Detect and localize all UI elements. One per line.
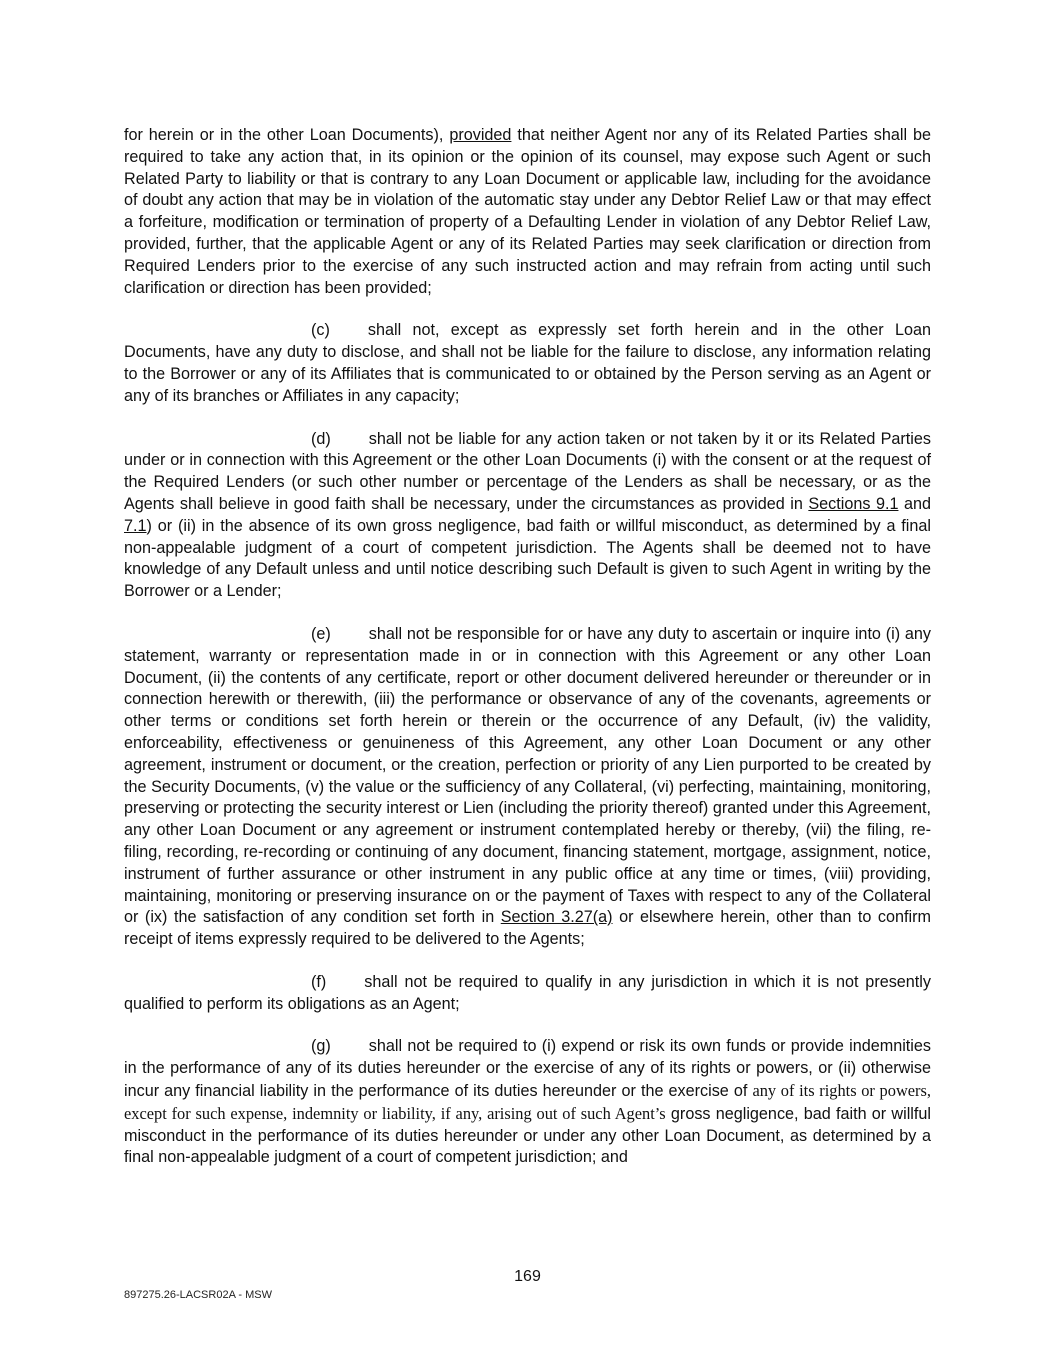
continuation-text-pre: for herein or in the other Loan Documents), [124, 126, 450, 144]
clause-f-text: shall not be required to qualify in any jurisdiction in which it is not presently qualified to perform its obligations as an Agent; [124, 972, 931, 1013]
document-body [124, 125, 931, 1169]
continuation-text-post: that neither Agent nor any of its Related Parties shall be required to take any action that, in its opinion or the opinion of its counsel, may expose such Agent or such Related Party to liability or that is contrary to any Loan Document or applicable law, including for the avoidance of doubt any action that may be in violation of the automatic stay under any Debtor Relief Law or that may effect a forfeiture, modification or termination of property of a Defaulting Lender in violation of any Debtor Relief Law, provided, further, that the applicable Agent or any of its Related Parties may seek clarification or direction from Required Lenders prior to the exercise of any such instructed action and may refrain from acting until such clarification or direction has been provided; [124, 126, 932, 297]
page-number: 169 [514, 1268, 541, 1285]
section-ref-9-1: Sections 9.1 [808, 494, 899, 513]
provided-term: provided [449, 126, 512, 144]
clause-g-text-1: shall not be required to (i) expend or risk its own funds or provide indemnities in the performance of any of its duties hereunder or the exercise of any of its rights or powers, or (ii) otherwise incur any financial liability in the performance of its duties hereunder or the exercise of [124, 1037, 931, 1101]
clause-g-text-2: gross negligence, bad faith or willful misconduct in the performance of its duties hereunder or under any other Loan Document, as determined by a final non-appealable judgment of a court of competent jurisdiction; and [124, 1104, 931, 1167]
section-ref-3-27a: Section 3.27(a) [500, 908, 613, 927]
clause-e-text-2: or elsewhere herein, other than to confirm receipt of items expressly required to be delivered to the Agents; [124, 908, 931, 949]
document-id: 897275.26-LACSR02A - MSW [124, 1289, 272, 1301]
clause-f [124, 972, 931, 1016]
clause-d-text-1: shall not be liable for any action taken or not taken by it or its Related Parties under or in connection with this Agreement or the other Loan Documents (i) with the consent or at the request of the Required Lenders (or such other number or percentage of the Lenders as shall be necessary, or as the Agents shall believe in good faith shall be necessary, under the circumstances as provided in [124, 429, 931, 513]
clause-c-label: (c) [311, 321, 330, 340]
clause-g [124, 1036, 931, 1169]
clause-d-label: (d) [311, 429, 331, 448]
clause-e [124, 624, 931, 951]
clause-e-text-1: shall not be responsible for or have any duty to ascertain or inquire into (i) any statement, warranty or representation made in or in connection with this Agreement or any other Loan Document, (ii) the contents of any certificate, report or other document delivered hereunder or thereunder or in connection herewith or therewith, (iii) the performance or observance of any of the covenants, agreements or other terms or conditions set forth herein or therein or the occurrence of any Default, (iv) the validity, enforceability, effectiveness or genuineness of this Agreement, any other Loan Document or any other agreement, instrument or document, or the creation, perfection or priority of any Lien purported to be created by the Security Documents, (v) the value or the sufficiency of any Collateral, (vi) perfecting, maintaining, monitoring, preserving or protecting the security interest or Lien (including the priority thereof) granted under this Agreement, any other Loan Document or any agreement or instrument contemplated hereby or thereby, (vii) the filing, re-filing, recording, re-recording or continuing of any document, financing statement, mortgage, assignment, notice, instrument of further assurance or other instrument in any public office at any time or times, (viii) providing, maintaining, monitoring or preserving insurance on or the payment of Taxes with respect to any of the Collateral or (ix) the satisfaction of any condition set forth in [124, 624, 931, 927]
clause-g-label: (g) [311, 1037, 331, 1056]
clause-g-text-serif: any of its rights or powers, except for such expense, indemnity or liability, if any, arising out of such Agent’s [124, 1081, 931, 1123]
clause-f-label: (f) [311, 972, 327, 991]
clause-d-text-3: ) or (ii) in the absence of its own gross negligence, bad faith or willful misconduct, as determined by a final non-appealable judgment of a court of competent jurisdiction. The Agents shall be deemed not to have knowledge of any Default unless and until notice describing such Default is given to such Agent in writing by the Borrower or a Lender; [124, 516, 931, 601]
clause-e-label: (e) [311, 624, 331, 643]
section-ref-7-1: 7.1 [124, 516, 147, 535]
clause-d-text-2: and [898, 494, 931, 513]
paragraph-continuation [124, 125, 931, 299]
clause-c [124, 320, 931, 407]
clause-d [124, 429, 931, 603]
clause-c-text: shall not, except as expressly set forth herein and in the other Loan Documents, have any duty to disclose, and shall not be liable for the failure to disclose, any information relating to the Borrower or any of its Affiliates that is communicated to or obtained by the Person serving as an Agent or any of its branches or Affiliates in any capacity; [124, 321, 931, 405]
